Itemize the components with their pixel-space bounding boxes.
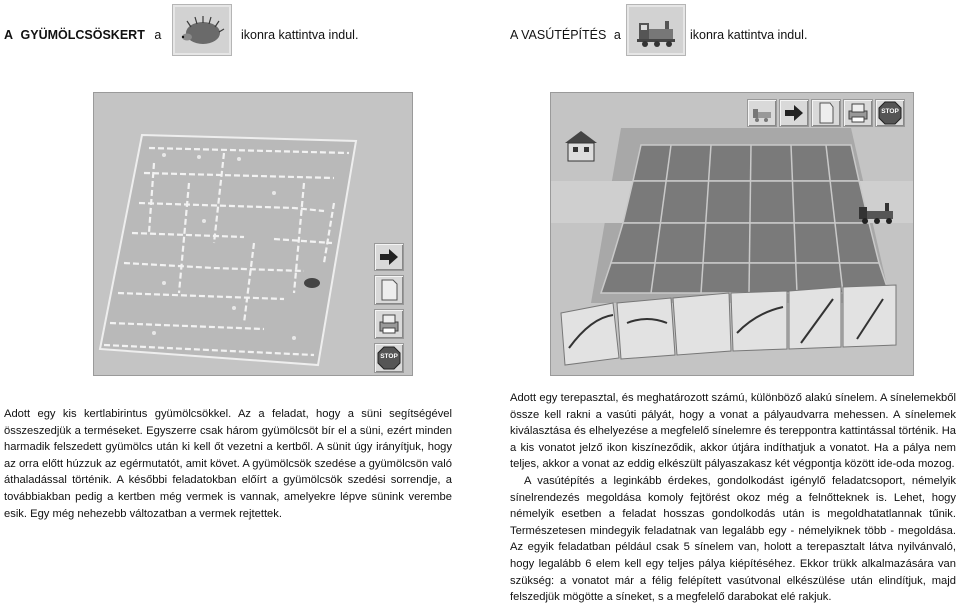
labyrinth-screenshot [93, 92, 413, 376]
blank-page-icon [375, 276, 403, 304]
printer-button[interactable] [843, 99, 873, 127]
header-left [4, 28, 161, 42]
railway-description [510, 390, 956, 606]
header-left-name: GYÜMÖLCSÖSKERT [20, 28, 145, 42]
header-right [510, 28, 621, 42]
arrow-right-icon [780, 100, 808, 126]
labyrinth-graphic [94, 93, 412, 375]
hedgehog-icon-button[interactable] [172, 4, 232, 56]
printer-icon [844, 100, 872, 126]
header-left-article: a [154, 28, 162, 42]
blank-page-button[interactable] [811, 99, 841, 127]
header-right-suffix: ikonra kattintva indul. [690, 28, 808, 42]
hedgehog-sprite [304, 278, 320, 288]
blank-page-icon [812, 100, 840, 126]
arrow-right-button[interactable] [779, 99, 809, 127]
hedgehog-icon [173, 5, 231, 55]
blank-page-button[interactable] [374, 275, 404, 305]
arrow-right-button[interactable] [374, 243, 404, 271]
printer-icon [375, 310, 403, 338]
header-left-prefix: A [4, 28, 14, 42]
header-left-suffix: ikonra kattintva indul. [241, 28, 359, 42]
railway-paragraph-1: Adott egy terepasztal, és meghatározott számú, különböző alakú sínelem. A sínelemekből össze kell rakni a vasúti pályát, hogy a vonat a pályaudvarra mehessen. A sínelemek kiválasztása és elhelyezése a megfelelő sínelemre és tereppontra kattintással történik. Ha a kis vonatot jelző ikon kiszíneződik, akkor útjára indíthatjuk a vonatot. Ha a pálya nem teljes, akkor a vonat az eddig elkészült pályaszakasz két végpontja között ide-oda mozog. [510, 392, 956, 471]
header-right-prefix: A VASÚTÉPÍTÉS [510, 28, 607, 42]
locomotive-icon-button[interactable] [626, 4, 686, 56]
locomotive-icon [627, 5, 685, 55]
stop-button[interactable] [875, 99, 905, 127]
locomotive-button[interactable] [747, 99, 777, 127]
stop-label: STOP [380, 353, 398, 360]
printer-button[interactable] [374, 309, 404, 339]
railway-graphic [551, 93, 913, 375]
arrow-right-icon [375, 244, 403, 270]
header-right-article: a [613, 28, 621, 42]
railway-paragraph-2: A vasútépítés a leginkább érdekes, gondolkodást igénylő feladatcsoport, némelyik sínelrendezés megoldása komoly fejtörést okoz még a felnőtteknek is. Lehet, hogy némelyik esetben a feladat hosszas gondolkodás után is megoldhatatlannak tűnik. Természetesen mindegyik feladatnak van legalább egy - némelyiknek több - megoldása. Az egyik feladatban például csak 5 sínelem van, holott a terepasztalt látva nyilvánvaló, hogy legalább 6 elem kell egy teljes pálya kiépítéséhez. Ekkor trükk alkalmazására van szükség: a vonatot már a félig felépített vasútvonal elkészülése után elindítjuk, majd felszedjük mögötte a síneket, s a megfelelő darabokat elé rakjuk. [510, 474, 956, 604]
locomotive-icon [748, 100, 776, 126]
stop-label: STOP [881, 108, 899, 115]
labyrinth-description [4, 406, 452, 522]
railway-screenshot [550, 92, 914, 376]
labyrinth-paragraph: Adott egy kis kertlabirintus gyümölcsökkel. Az a feladat, hogy a süni segítségével összeszedjük a terméseket. Egyszerre csak három gyümölcsöt bír el a süni, ezért minden harmadik felszedett gyümölcs után ki kell őt vezetni a kertből. A sünit úgy irányítjuk, hogy az orra előtt húzzuk az egérmutatót, amit követ. A gyümölcsök szedése a gyümölcsön való áthaladással történik. A későbbi feladatokban előírt a gyümölcsök szedési sorrendje, a továbbiakban pedig a kertben még vermek is vannak, amelyekre lépve sünink verembe esik. Egy még nehezebb változatban a vermek rejtettek. [4, 408, 452, 520]
stop-button[interactable] [374, 343, 404, 373]
